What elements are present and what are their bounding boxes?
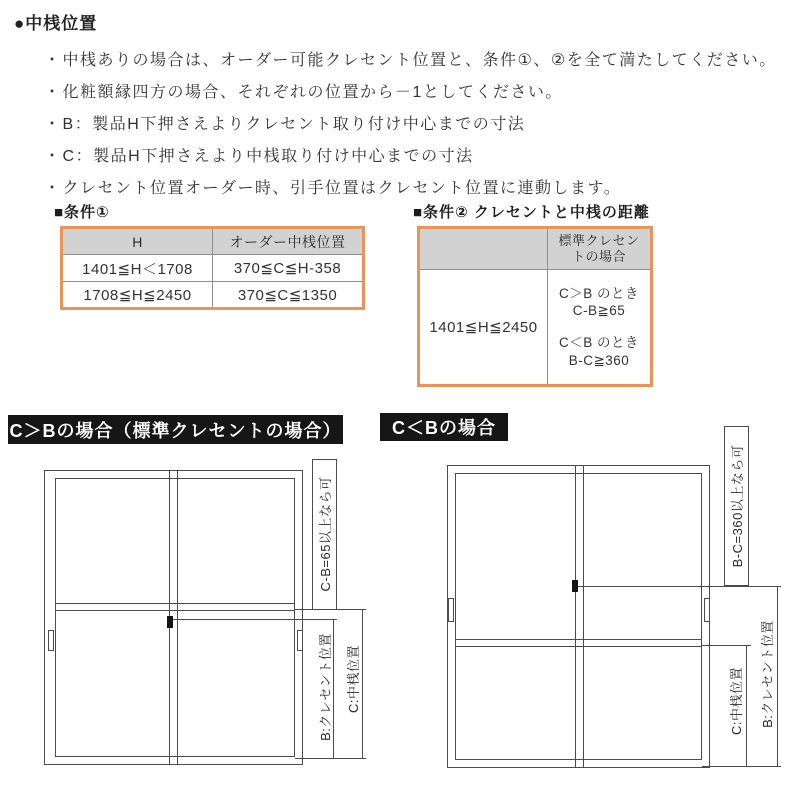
dimension-line-c — [746, 645, 747, 766]
window-inner-frame — [55, 478, 295, 757]
dimension-line-b — [777, 586, 778, 766]
case1-condition: C＞B のとき — [558, 285, 639, 301]
center-stile-line — [575, 466, 576, 767]
crescent-extension-line — [578, 586, 781, 587]
diagram-right-title: C＜Bの場合 — [380, 413, 508, 441]
condition2-corner-cell — [420, 229, 547, 269]
note-text: 化粧額縁四方の場合、それぞれの位置から－1としてください。 — [62, 84, 563, 101]
pull-handle — [48, 630, 54, 651]
crescent-lock-mark — [167, 616, 173, 628]
label-rail-position: C:中桟位置 — [345, 645, 361, 714]
crescent-extension-line — [173, 619, 337, 620]
note-text: クレセント位置オーダー時、引手位置はクレセント位置に連動します。 — [62, 180, 622, 197]
note-text: C：製品H下押さえより中桟取り付け中心までの寸法 — [62, 148, 474, 165]
pull-handle — [297, 630, 303, 651]
note-line — [44, 79, 563, 102]
note-line — [44, 111, 525, 134]
window-inner-frame — [455, 473, 702, 760]
mid-rail-line — [56, 610, 295, 611]
condition1-cell: 370≦C≦H-358 — [213, 255, 362, 281]
center-stile-line — [583, 466, 584, 767]
label-rail-position: C:中桟位置 — [728, 667, 744, 736]
bullet-icon: ・ — [44, 148, 62, 165]
case1-rule: C-B≧65 — [572, 303, 626, 319]
note-text: B：製品H下押さえよりクレセント取り付け中心までの寸法 — [62, 116, 526, 133]
heading-bullet-icon: ● — [14, 14, 26, 33]
condition1-label: ■条件① — [54, 204, 110, 221]
condition1-cell: 370≦C≦1350 — [213, 282, 362, 307]
note-text: 中桟ありの場合は、オーダー可能クレセント位置と、条件①、②を全て満たしてください。 — [62, 52, 777, 69]
case2-condition: C＜B のとき — [558, 335, 639, 350]
note-line — [44, 47, 777, 70]
bottom-extension-line — [702, 766, 781, 767]
note-line — [44, 143, 474, 166]
mid-rail-line — [456, 639, 701, 640]
condition2-label: ■条件② クレセントと中桟の距離 — [413, 204, 650, 221]
pull-handle — [704, 598, 710, 622]
condition1-table — [60, 226, 365, 310]
case2-rule: B-C≧360 — [568, 352, 630, 368]
mid-rail-line — [56, 603, 295, 604]
bullet-icon: ・ — [44, 84, 62, 101]
note-line — [44, 175, 621, 198]
condition2-col-header: 標準クレセントの場合 — [548, 229, 650, 269]
note-c-minus-b: C-B=65以上なら可 — [317, 476, 333, 592]
label-crescent-position: B:クレセント位置 — [317, 633, 333, 741]
condition1-col-header: H — [63, 229, 212, 254]
page-title — [14, 9, 97, 34]
page-title-text: 中桟位置 — [25, 14, 98, 33]
bullet-icon: ・ — [44, 180, 62, 197]
label-crescent-position: B:クレセント位置 — [759, 620, 775, 728]
note-b-minus-c: B-C=360以上なら可 — [729, 444, 745, 568]
condition2-table — [417, 226, 653, 387]
condition1-cell: 1708≦H≦2450 — [63, 282, 212, 307]
diagram-left-title: C＞Bの場合（標準クレセントの場合） — [8, 415, 343, 444]
dimension-line-c — [362, 609, 363, 758]
pull-handle — [448, 598, 454, 622]
condition2-cases-cell — [548, 270, 650, 384]
bullet-icon: ・ — [44, 116, 62, 133]
condition1-cell: 1401≦H＜1708 — [63, 255, 212, 281]
mid-rail-line — [456, 646, 701, 647]
condition2-row-header: 1401≦H≦2450 — [420, 270, 547, 384]
bullet-icon: ・ — [44, 52, 62, 69]
condition1-col-header: オーダー中桟位置 — [213, 229, 362, 254]
bottom-extension-line — [295, 758, 366, 759]
center-stile-line — [177, 471, 178, 764]
